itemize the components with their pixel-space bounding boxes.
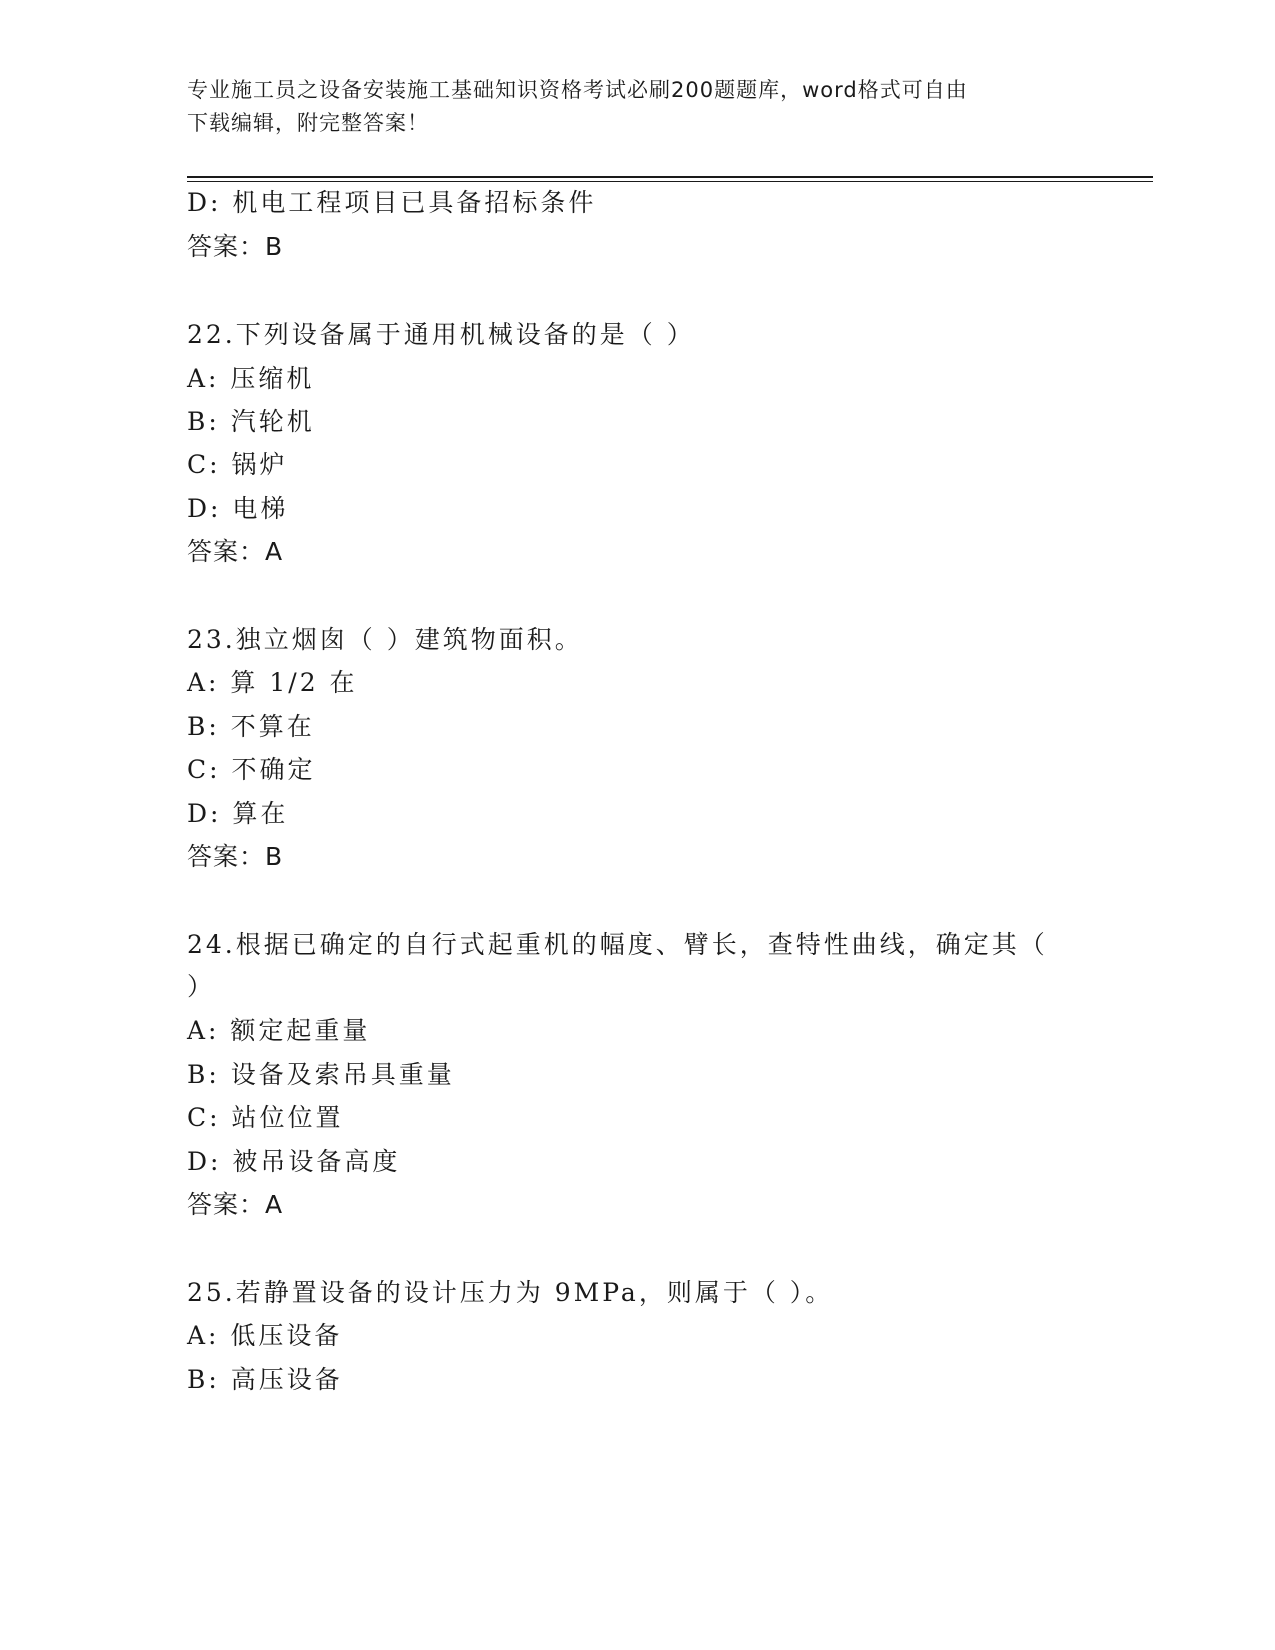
option-b-q24: B: 设备及索吊具重量 — [187, 1060, 455, 1089]
question-stem-22: 22.下列设备属于通用机械设备的是（ ） — [187, 320, 695, 349]
header-rule-thin — [187, 181, 1153, 182]
question-stem-24-line-2: ） — [187, 972, 216, 1001]
option-d-q24: D: 被吊设备高度 — [187, 1147, 401, 1176]
option-c-q23: C: 不确定 — [187, 755, 316, 784]
header-rule-thick — [187, 176, 1153, 178]
question-stem-24-line-1: 24.根据已确定的自行式起重机的幅度、臂长，查特性曲线，确定其（ — [187, 930, 1048, 959]
option-b-q23: B: 不算在 — [187, 712, 315, 741]
option-d-q21: D: 机电工程项目已具备招标条件 — [187, 188, 597, 217]
option-d-q22: D: 电梯 — [187, 494, 289, 523]
option-d-q23: D: 算在 — [187, 799, 289, 828]
option-b-q25: B: 高压设备 — [187, 1365, 343, 1394]
option-b-q22: B: 汽轮机 — [187, 407, 315, 436]
answer-q22: 答案：A — [187, 537, 284, 566]
header-line-1: 专业施工员之设备安装施工基础知识资格考试必刷200题题库，word格式可自由 — [187, 78, 968, 102]
question-stem-25: 25.若静置设备的设计压力为 9MPa，则属于（ ）。 — [187, 1278, 834, 1307]
answer-q24: 答案：A — [187, 1190, 284, 1219]
option-a-q23: A: 算 1/2 在 — [187, 668, 358, 697]
answer-q23: 答案：B — [187, 842, 284, 871]
question-stem-23: 23.独立烟囱（ ）建筑物面积。 — [187, 625, 583, 654]
header-line-2: 下载编辑，附完整答案！ — [187, 111, 429, 135]
answer-q21: 答案：B — [187, 232, 284, 261]
option-a-q22: A: 压缩机 — [187, 364, 315, 393]
option-a-q24: A: 额定起重量 — [187, 1016, 371, 1045]
option-c-q22: C: 锅炉 — [187, 450, 288, 479]
document-header — [187, 74, 1067, 140]
option-a-q25: A: 低压设备 — [187, 1321, 343, 1350]
option-c-q24: C: 站位位置 — [187, 1103, 344, 1132]
